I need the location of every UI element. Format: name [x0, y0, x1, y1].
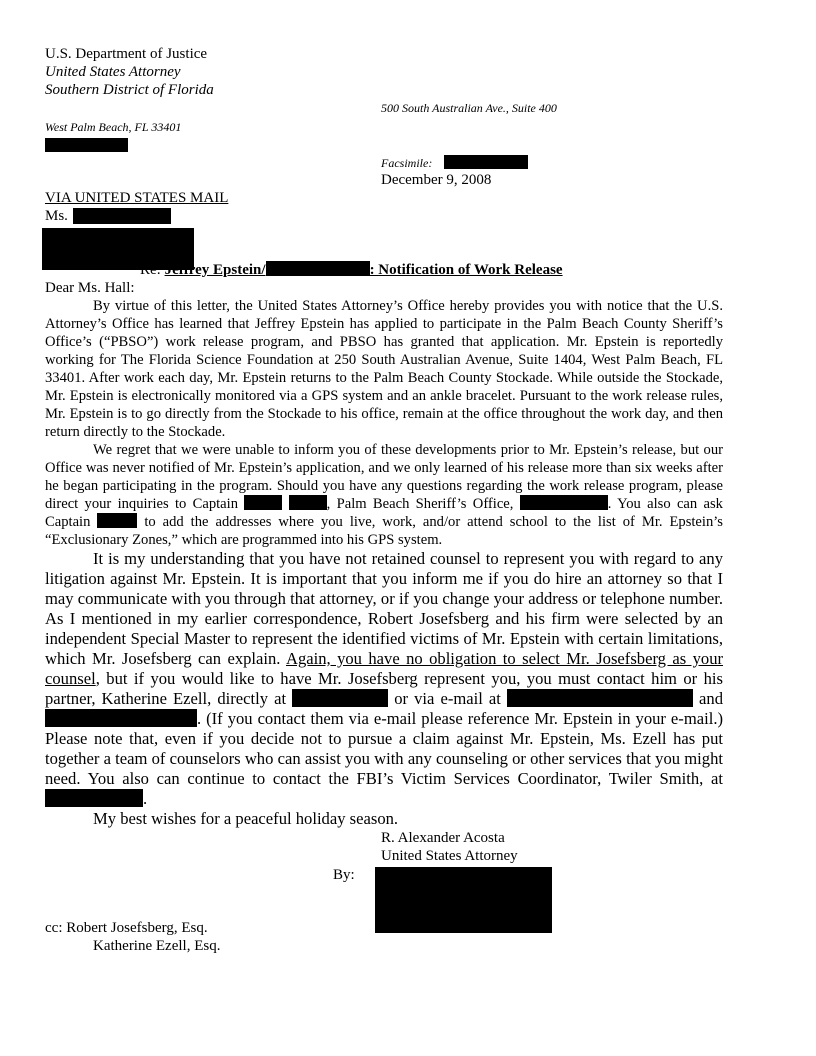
paragraph-text: or via e-mail at — [394, 689, 501, 708]
redaction-block — [507, 689, 693, 707]
paragraph-text: We regret that we were unable to inform you of these developments prior to Mr. Epstein’s release, but our Office was never notified of Mr. Epstein’s application, and we only learned of his release more than six weeks after he began participating in the program. Should you have any questions regarding the work release program, please direct your inquiries to Captain — [45, 442, 723, 512]
body-paragraph-3 — [45, 549, 723, 809]
subject-line — [140, 261, 563, 279]
paragraph-text: . (If you contact them via e-mail please reference Mr. Epstein in your e-mail.) Please note that, even if you decide not to pursue a claim against Mr. Epstein, Ms. Ezell has put together a team of counselors who can assist you with any counseling or other services that you might need. You also can continue to contact the FBI’s Victim Services Coordinator, Twiler Smith, at — [45, 709, 723, 788]
emphasis-text: Again, you have no obligation to select Mr. Josefsberg as your counsel — [45, 649, 724, 688]
district-name: Southern District of Florida — [45, 82, 214, 98]
redaction-block — [45, 138, 128, 152]
body-paragraph-2 — [45, 441, 723, 549]
redaction-block — [45, 789, 143, 807]
subject-prefix: Re: — [140, 262, 161, 278]
cc-line-1: cc: Robert Josefsberg, Esq. — [45, 920, 208, 936]
office-address: 500 South Australian Ave., Suite 400 — [381, 101, 557, 115]
office-city: West Palm Beach, FL 33401 — [45, 120, 182, 134]
paragraph-text: to add the addresses where you live, work, and/or attend school to the list of Mr. Epstein’s “Exclusionary Zones,” which are programmed into his GPS system. — [45, 514, 723, 548]
paragraph-text: . — [143, 789, 148, 808]
by-label: By: — [333, 867, 355, 883]
letter-date: December 9, 2008 — [381, 172, 492, 188]
redaction-block — [45, 709, 197, 727]
redaction-block — [520, 495, 608, 510]
redaction-block — [444, 155, 528, 169]
signer-name: R. Alexander Acosta — [381, 830, 505, 846]
redaction-block — [73, 208, 171, 224]
redaction-block — [266, 261, 370, 276]
department-name: U.S. Department of Justice — [45, 46, 208, 62]
paragraph-text: , but if you would like to have Mr. Josefsberg represent you, you must contact him or his partner, Katherine Ezell, directly at — [45, 669, 723, 708]
office-name: United States Attorney — [45, 64, 181, 80]
closing-line: My best wishes for a peaceful holiday season. — [93, 809, 399, 828]
cc-line-2: Katherine Ezell, Esq. — [93, 938, 221, 954]
facsimile-label: Facsimile: — [381, 156, 433, 170]
paragraph-text: and — [699, 689, 724, 708]
redaction-block — [244, 495, 282, 510]
signer-title: United States Attorney — [381, 848, 518, 864]
subject-name: Jeffrey Epstein/ — [164, 262, 266, 278]
salutation: Dear Ms. Hall: — [45, 280, 135, 296]
paragraph-text: . You also can ask Captain — [45, 496, 723, 530]
paragraph-text: , Palm Beach Sheriff’s Office, — [326, 496, 514, 512]
delivery-method: VIA UNITED STATES MAIL — [45, 190, 229, 206]
redaction-block — [292, 689, 388, 707]
redaction-block — [97, 513, 137, 528]
body-paragraph-1: By virtue of this letter, the United States Attorney’s Office hereby provides you with notice that the U.S. Attorney’s Office has learned that Jeffrey Epstein has applied to participate in the Palm Beach County Sheriff’s Office’s (“PBSO”) work release program, and PBSO has granted that application. Mr. Epstein is reportedly working for The Florida Science Foundation at 250 South Australian Avenue, Suite 1404, West Palm Beach, FL 33401. After work each day, Mr. Epstein returns to the Palm Beach County Stockade. While outside the Stockade, Mr. Epstein is electronically monitored via a GPS system and an ankle bracelet. Pursuant to the work release rules, Mr. Epstein is to go directly from the Stockade to his office, remain at the office throughout the work day, and then return directly to the Stockade. — [45, 298, 723, 440]
paragraph-text: It is my understanding that you have not retained counsel to represent you with regard to any litigation against Mr. Epstein. It is important that you inform me if you do hire an attorney so that I may communicate with you through that attorney, or if you change your address or telephone number. As I mentioned in my earlier correspondence, Robert Josefsberg and his firm were selected by an independent Special Master to represent the identified victims of Mr. Epstein with certain limitations, which Mr. Josefsberg can explain. — [45, 549, 723, 668]
subject-title: : Notification of Work Release — [369, 262, 563, 278]
signature-redaction — [375, 867, 552, 933]
recipient-prefix: Ms. — [45, 208, 68, 224]
redaction-block — [289, 495, 327, 510]
